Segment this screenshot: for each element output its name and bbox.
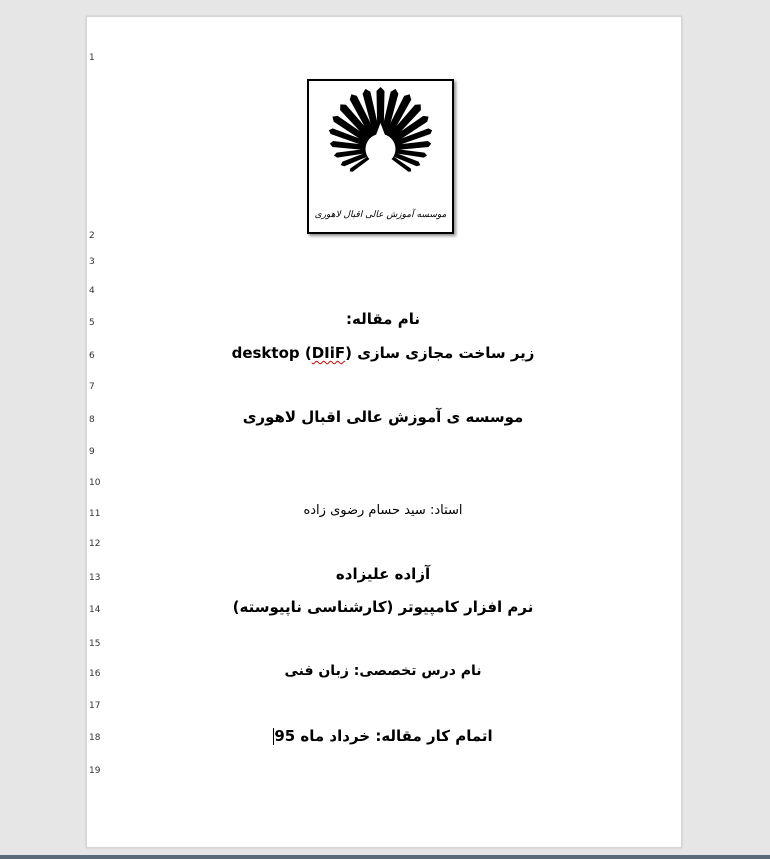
line-number: 9 — [89, 447, 95, 457]
course-name[interactable]: نام درس تخصصی: زبان فنی — [284, 663, 482, 679]
article-title-persian: زیر ساخت مجازی سازی — [357, 344, 535, 362]
line-number: 4 — [89, 286, 95, 296]
article-title-latin — [232, 344, 352, 362]
line-number: 10 — [89, 478, 101, 488]
line-number: 6 — [89, 351, 95, 361]
line-number: 1 — [89, 53, 95, 63]
teacher-name[interactable]: استاد: سید حسام رضوی زاده — [303, 503, 463, 518]
line-number: 17 — [89, 701, 101, 711]
line-number: 13 — [89, 573, 101, 583]
line-number: 16 — [89, 669, 101, 679]
bottom-edge-bar — [0, 855, 770, 859]
completion-date[interactable] — [86, 727, 680, 745]
spelling-error-word[interactable]: DIiF — [311, 344, 346, 362]
line-number: 7 — [89, 382, 95, 392]
line-number: 5 — [89, 318, 95, 328]
line-number: 3 — [89, 257, 95, 267]
line-number: 12 — [89, 539, 101, 549]
completion-date-text: اتمام کار مقاله: خرداد ماه 95 — [274, 727, 493, 745]
author-name[interactable]: آزاده علیزاده — [335, 565, 431, 583]
article-title-latin-suffix: ) — [345, 344, 352, 362]
line-number: 14 — [89, 605, 101, 615]
line-number: 2 — [89, 231, 95, 241]
article-title[interactable] — [86, 344, 680, 362]
line-number: 11 — [89, 509, 101, 519]
line-number: 8 — [89, 415, 95, 425]
article-title-latin-prefix: desktop ( — [231, 344, 312, 362]
line-number: 15 — [89, 639, 101, 649]
institute-logo[interactable] — [307, 79, 454, 234]
logo-caption: موسسه آموزش عالی اقبال لاهوری — [314, 210, 447, 220]
institute-name[interactable]: موسسه ی آموزش عالی اقبال لاهوری — [242, 408, 524, 426]
line-number: 18 — [89, 733, 101, 743]
line-number: 19 — [89, 766, 101, 776]
major[interactable]: نرم افزار کامپیوتر (کارشناسی ناپیوسته) — [232, 598, 534, 616]
article-label[interactable]: نام مقاله: — [346, 310, 420, 328]
